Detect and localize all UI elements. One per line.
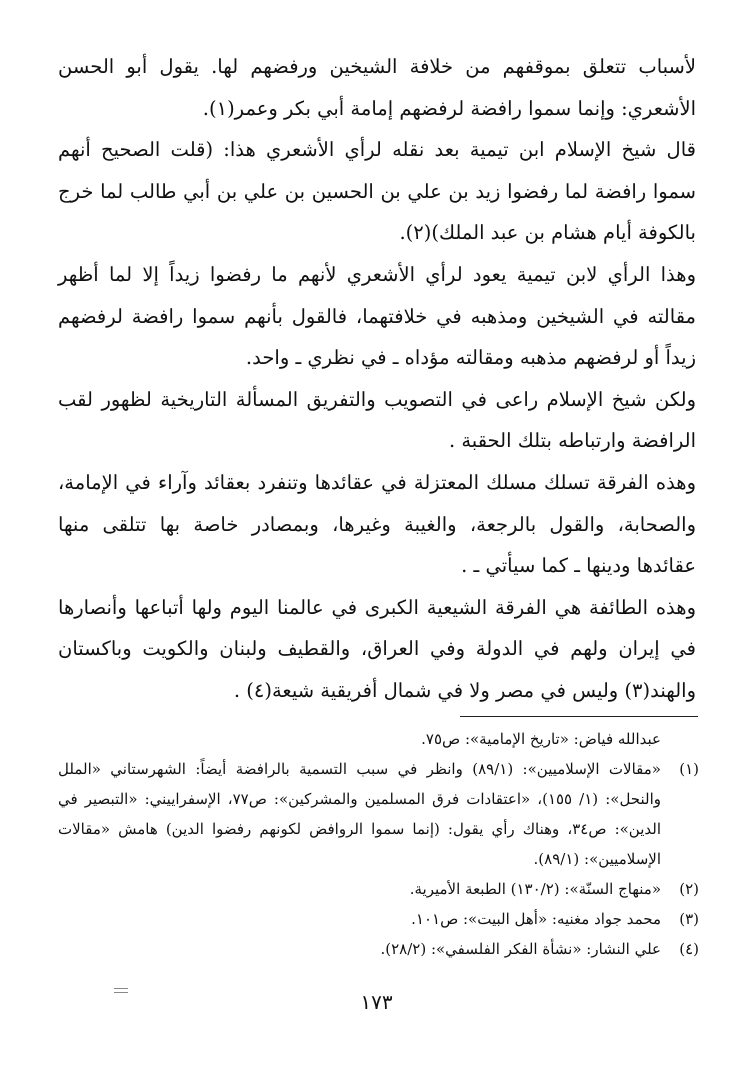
paragraph: قال شيخ الإسلام ابن تيمية بعد نقله لرأي الأشعري هذا: (قلت الصحيح أنهم سموا رافضة لما رفضوا زيد بن علي بن الحسين بن علي بن أبي طالب لما خرج بالكوفة أيام هشام بن عبد الملك)(٢). — [58, 138, 696, 245]
footnote-number-empty — [661, 724, 699, 754]
footnote-carryover-text: عبدالله فياض: «تاريخ الإمامية»: ص٧٥. — [421, 730, 661, 748]
footnote-number: (٤) — [679, 940, 699, 958]
footnotes — [58, 724, 699, 964]
footnote-number: (٣) — [679, 910, 699, 928]
paragraph: وهذا الرأي لابن تيمية يعود لرأي الأشعري لأنهم ما رفضوا زيداً إلا لما أظهر مقالته في الشيخين ومذهبه في خلافتهما، فالقول بأنهم سموا رافضة لرفضهم زيداً أو لرفضهم مذهبه ومقالته مؤداه ـ في نظري ـ واحد. — [58, 262, 696, 370]
footnote-separator — [460, 716, 698, 717]
footnote-carryover — [58, 724, 699, 754]
footnote-2 — [58, 874, 699, 904]
footnote-number: (١) — [679, 760, 699, 778]
footnote-3 — [58, 904, 699, 934]
footnote-text: «منهاج السنّة»: (١٣٠/٢) الطبعة الأميرية. — [409, 880, 661, 898]
footnote-1 — [58, 754, 699, 874]
footnote-text: علي النشار: «نشأة الفكر الفلسفي»: (٢٨/٢). — [380, 940, 661, 958]
main-text — [58, 46, 696, 712]
footnote-text: «مقالات الإسلاميين»: (٨٩/١) وانظر في سبب التسمية بالرافضة أيضاً: الشهرستاني «الملل والنحل»: (١/ ١٥٥)، «اعتقادات فرق المسلمين والمشركين»: ص٧٧، الإسفراييني: «التبصير في الدين»: ص٣٤، وهناك رأي يقول: (إنما سموا الروافض لكونهم رفضوا الدين) هامش «مقالات الإسلاميين»: (٨٩/١). — [58, 760, 662, 868]
paragraph: ولكن شيخ الإسلام راعى في التصويب والتفريق المسألة التاريخية لظهور لقب الرافضة وارتباطه بتلك الحقبة . — [58, 387, 696, 453]
footnote-text: محمد جواد مغنيه: «أهل البيت»: ص١٠١. — [411, 910, 661, 928]
paragraph: لأسباب تتعلق بموقفهم من خلافة الشيخين ورفضهم لها. يقول أبو الحسن الأشعري: وإنما سموا رافضة لرفضهم إمامة أبي بكر وعمر(١). — [58, 55, 696, 120]
paragraph: وهذه الطائفة هي الفرقة الشيعية الكبرى في عالمنا اليوم ولها أتباعها وأنصارها في إيران ولهم في الدولة وفي العراق، والقطيف ولبنان والكويت وباكستان والهند(٣) وليس في مصر ولا في شمال أفريقية شيعة(٤) . — [58, 595, 696, 702]
footnote-4 — [58, 934, 699, 964]
paragraph: وهذه الفرقة تسلك مسلك المعتزلة في عقائدها وتنفرد بعقائد وآراء في الإمامة، والصحابة، والقول بالرجعة، والغيبة وغيرها، وبمصادر خاصة بها تتلقى منها عقائدها ودينها ـ كما سيأتي ـ . — [58, 470, 696, 578]
page-number: ١٧٣ — [360, 990, 393, 1014]
footnote-number: (٢) — [679, 880, 699, 898]
